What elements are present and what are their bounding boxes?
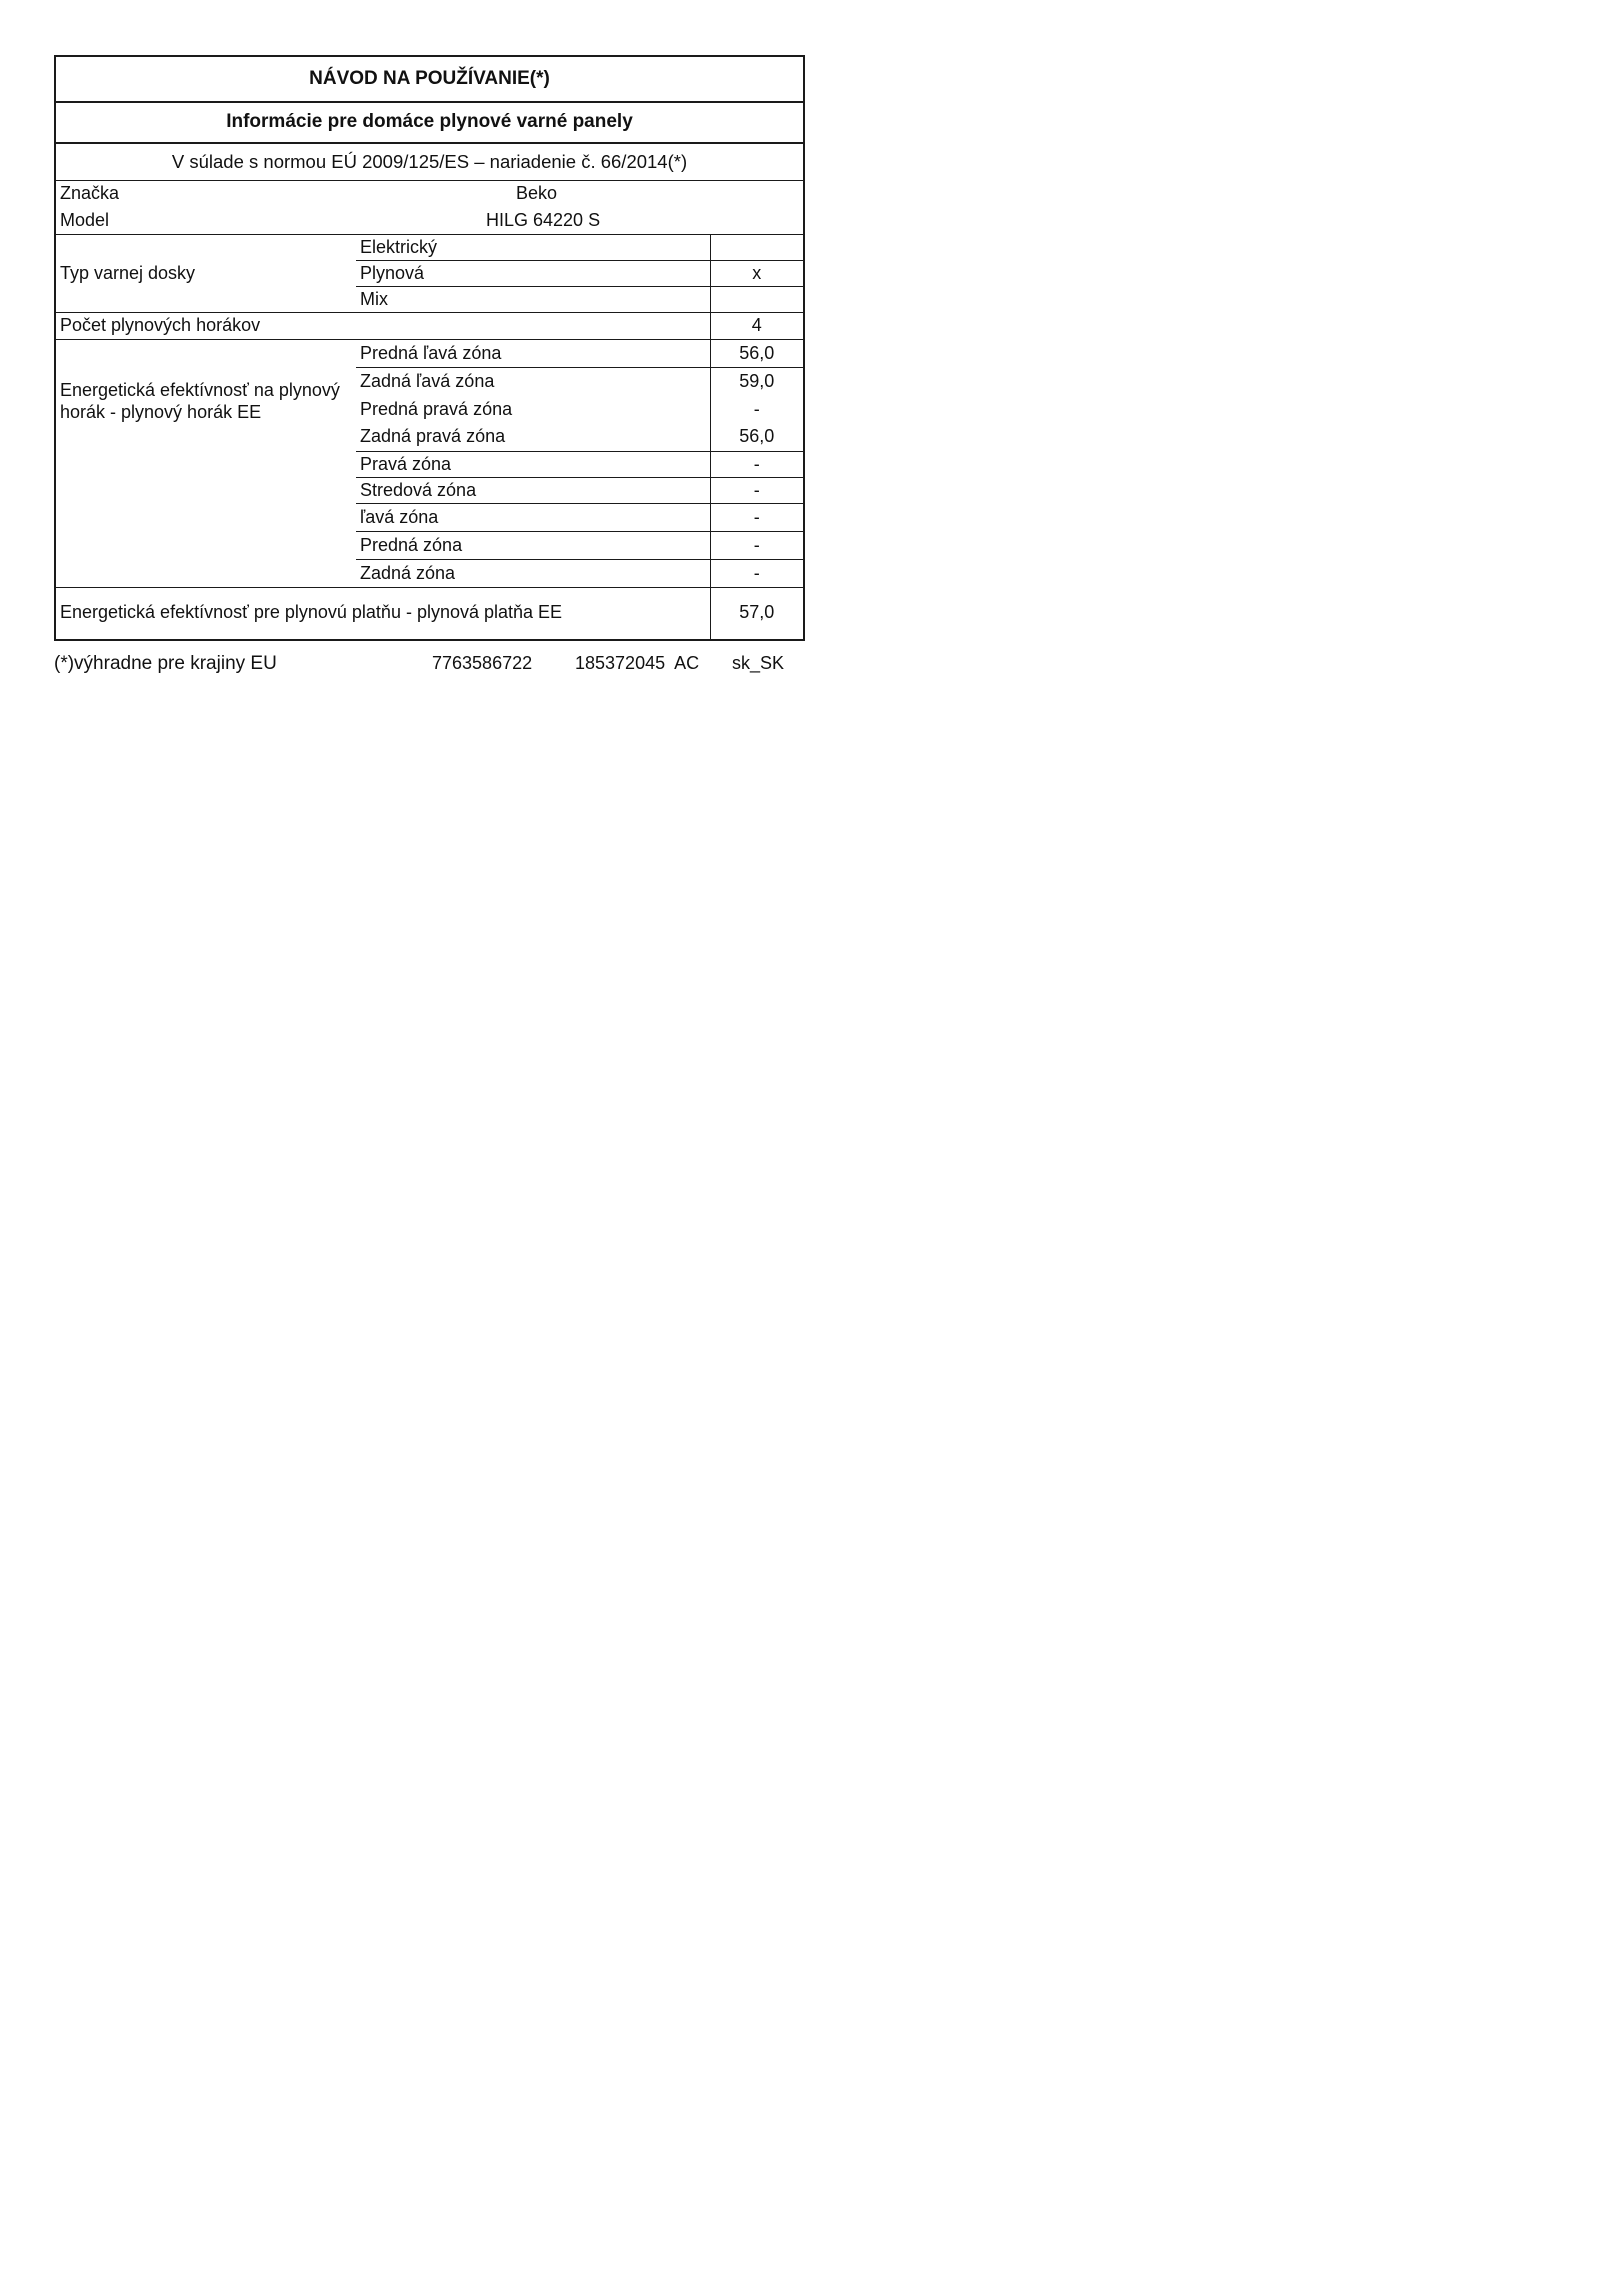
ee-plate-value: 57,0 [710,588,804,640]
hob-type-option: Elektrický [356,235,710,261]
hob-type-option: Mix [360,288,388,309]
ee-plate-label: Energetická efektívnosť pre plynovú platňu - plynová platňa EE [55,588,710,640]
zone-name: Pravá zóna [356,452,710,478]
product-info-table [54,55,805,641]
model-label: Model [60,209,110,230]
zone-value: - [710,478,804,504]
hob-type-option: Plynová [356,261,710,287]
zone-name: Stredová zóna [356,478,710,504]
burner-count-value: 4 [710,313,804,340]
locale-code: sk_SK [732,653,785,673]
hob-type-label: Typ varnej dosky [55,235,356,313]
product-info-sheet [54,55,803,641]
zone-name: ľavá zóna [356,504,710,532]
zone-name: Zadná ľavá zóna [360,370,495,391]
zone-value: - [710,452,804,478]
zone-value: 56,0 [710,340,804,368]
zone-value: 59,0 [710,368,804,396]
hob-type-value [710,287,804,313]
document-title: NÁVOD NA POUŽÍVANIE(*) [309,67,550,89]
document-subtitle: Informácie pre domáce plynové varné panely [55,102,804,143]
zone-value: 56,0 [710,424,804,452]
zone-value: - [710,504,804,532]
hob-type-value [710,235,804,261]
revision-code: 185372045 AC [575,653,700,673]
brand-label: Značka [55,181,356,208]
zone-name: Predná pravá zóna [360,398,513,419]
footer-note: (*)výhradne pre krajiny EU [54,653,277,674]
zone-name: Zadná pravá zóna [356,424,710,452]
brand-value: Beko [356,181,804,208]
footer [54,653,814,681]
burner-count-label: Počet plynových horákov [55,313,710,340]
norm-reference: V súlade s normou EÚ 2009/125/ES – nariadenie č. 66/2014(*) [55,143,804,181]
zone-value: - [710,532,804,560]
zone-name: Predná zóna [356,532,710,560]
ee-burner-label: Energetická efektívnosť na plynový horák - plynový horák EE [60,380,340,422]
zone-value: - [710,560,804,588]
model-value: HILG 64220 S [486,209,601,230]
zone-name: Predná ľavá zóna [356,340,710,368]
hob-type-value: x [710,261,804,287]
zone-name: Zadná zóna [360,562,456,583]
document-code: 7763586722 [432,653,533,673]
zone-value: - [710,396,804,424]
